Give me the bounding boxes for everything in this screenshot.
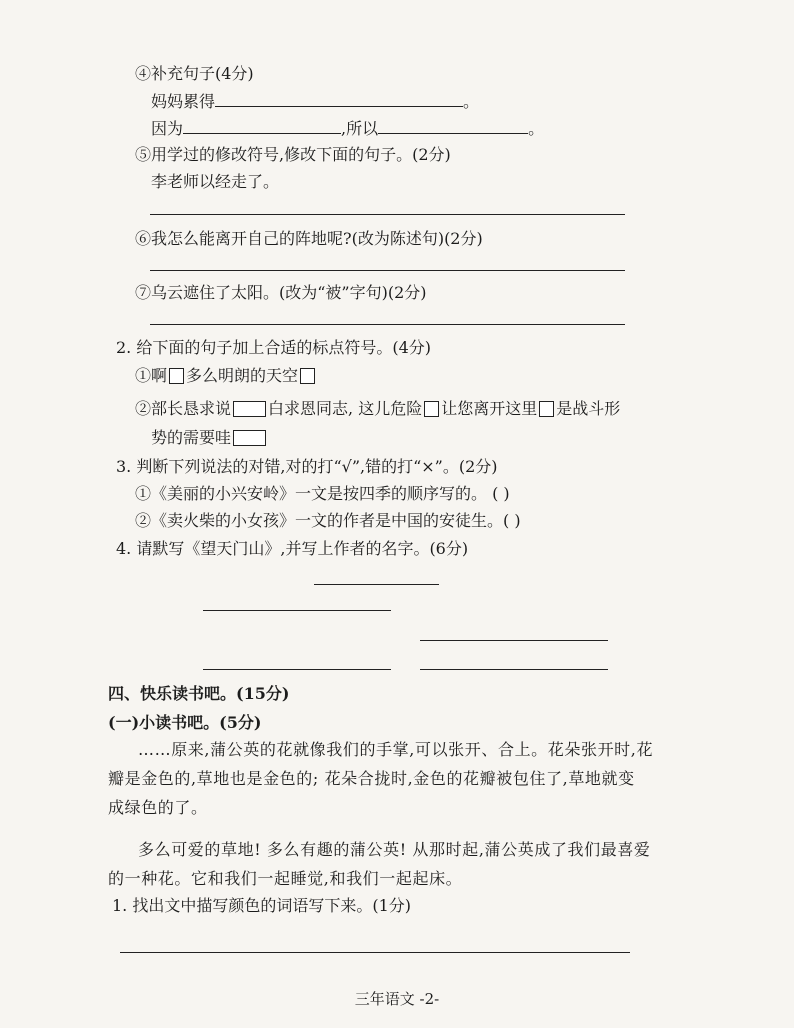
q4-a-end: 。 (463, 92, 480, 111)
q7-title: ⑦乌云遮住了太阳。(改为“被”字句)(2分) (135, 283, 427, 302)
q4-b2-blank[interactable] (378, 117, 528, 134)
s4-title: 4. 请默写《望天门山》,并写上作者的名字。(6分) (116, 539, 469, 558)
s2-i1-b: 多么明朗的天空 (186, 366, 299, 385)
q5-title: ⑤用学过的修改符号,修改下面的句子。(2分) (135, 145, 451, 164)
q4-b2-text: ,所以 (341, 119, 379, 138)
poem-line-1[interactable] (420, 640, 608, 641)
part4-subtitle: (一)小读书吧。(5分) (108, 713, 262, 732)
poem-title-line[interactable] (314, 584, 439, 585)
punct-box[interactable] (169, 368, 184, 384)
s2-item-1 (135, 365, 317, 387)
s2-i2-d: 是战斗形 (556, 399, 621, 418)
passage-line-1: ……原来,蒲公英的花就像我们的手掌,可以张开、合上。花朵张开时,花 (138, 740, 654, 759)
q6-answer-line[interactable] (150, 270, 625, 271)
q4-a-text: 妈妈累得 (151, 92, 216, 111)
punct-box[interactable] (424, 401, 439, 417)
q6-title: ⑥我怎么能离开自己的阵地呢?(改为陈述句)(2分) (135, 229, 483, 248)
rq1-answer-line[interactable] (120, 952, 630, 953)
q4-line-a (151, 90, 479, 113)
passage-line-4: 多么可爱的草地! 多么有趣的蒲公英! 从那时起,蒲公英成了我们最喜爱 (138, 840, 651, 859)
s2-item-2 (135, 398, 620, 420)
q4-title: ④补充句子(4分) (135, 64, 254, 83)
q4-a-blank[interactable] (215, 90, 463, 107)
poem-line-2[interactable] (203, 669, 391, 670)
s2-title: 2. 给下面的句子加上合适的标点符号。(4分) (116, 338, 432, 357)
s3-item-2: ②《卖火柴的小女孩》一文的作者是中国的安徒生。( ) (135, 511, 521, 530)
q4-b1-text: 因为 (151, 119, 184, 138)
s2-i2-e: 势的需要哇 (151, 428, 232, 447)
q7-answer-line[interactable] (150, 324, 625, 325)
page-footer: 三年语文 -2- (354, 990, 440, 1008)
q4-line-b (151, 117, 544, 140)
s2-i2-b: 白求恩同志, 这儿危险 (268, 399, 423, 418)
q5-answer-line[interactable] (150, 214, 625, 215)
s2-i2-a: ②部长恳求说 (135, 399, 232, 418)
punct-box[interactable] (300, 368, 315, 384)
s2-i2-c: 让您离开这里 (441, 399, 538, 418)
poem-line-3[interactable] (420, 669, 608, 670)
s3-item-1: ①《美丽的小兴安岭》一文是按四季的顺序写的。 ( ) (135, 484, 510, 503)
s2-i1-a: ①啊 (135, 366, 168, 385)
passage-line-3: 成绿色的了。 (108, 798, 208, 817)
part4-title: 四、快乐读书吧。(15分) (108, 684, 290, 703)
passage-line-5: 的一种花。它和我们一起睡觉,和我们一起起床。 (108, 869, 463, 888)
rq1-title: 1. 找出文中描写颜色的词语写下来。(1分) (112, 896, 412, 915)
punct-box[interactable] (233, 401, 266, 417)
q4-b1-blank[interactable] (183, 117, 341, 134)
punct-box[interactable] (539, 401, 554, 417)
punct-box[interactable] (233, 430, 266, 446)
s2-item-2-cont (151, 427, 268, 449)
s3-title: 3. 判断下列说法的对错,对的打“√”,错的打“×”。(2分) (116, 457, 498, 476)
poem-author-line[interactable] (203, 610, 391, 611)
q4-b-end: 。 (528, 119, 545, 138)
passage-line-2: 瓣是金色的,草地也是金色的; 花朵合拢时,金色的花瓣被包住了,草地就变 (108, 769, 635, 788)
q5-sentence: 李老师以经走了。 (151, 172, 280, 191)
